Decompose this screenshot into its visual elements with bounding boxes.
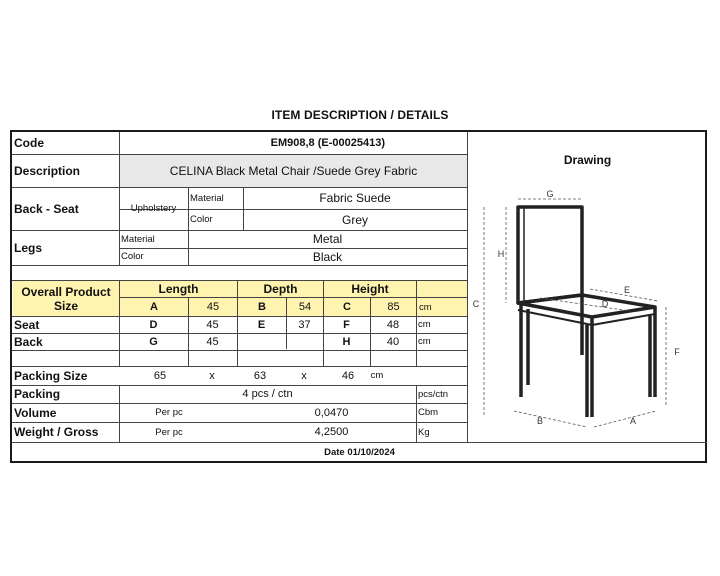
drawing-letter-h: H — [497, 249, 505, 259]
drawing-letter-d: D — [601, 299, 609, 309]
packing-label: Packing — [14, 387, 61, 401]
packing-size-label: Packing Size — [14, 368, 88, 383]
length-header: Length — [120, 281, 237, 297]
dim-b-value: 54 — [287, 298, 323, 316]
seat-label: Seat — [14, 317, 40, 332]
drawing-label: Drawing — [563, 152, 612, 167]
packing-size-height: 46 — [341, 369, 355, 382]
back-seat-color-value: Grey — [341, 212, 368, 227]
seat-unit: cm — [418, 319, 431, 330]
overall-size-header — [13, 281, 119, 316]
upholstery-label: Upholstery — [130, 203, 177, 214]
dim-f-value: 48 — [386, 318, 400, 331]
back-seat-label: Back - Seat — [14, 201, 79, 216]
volume-per: Per pc — [155, 407, 183, 418]
volume-value: 0,0470 — [314, 406, 349, 419]
dim-c-value: 85 — [371, 298, 416, 316]
packing-size-width: 63 — [253, 369, 267, 382]
back-seat-material-value: Fabric Suede — [319, 191, 391, 205]
dim-e-value: 37 — [298, 318, 311, 331]
drawing-letter-c: C — [472, 299, 480, 309]
date-footer: Date 01/10/2024 — [324, 447, 395, 458]
drawing-letter-g: G — [546, 189, 554, 199]
back-seat-color-label: Color — [190, 214, 213, 225]
drawing-letter-f: F — [674, 347, 680, 357]
legs-color-value: Black — [312, 249, 343, 264]
dim-h-letter: H — [342, 335, 351, 348]
dim-d-value: 45 — [206, 318, 219, 331]
packing-size-x2: x — [301, 369, 307, 382]
packing-value: 4 pcs / ctn — [242, 388, 293, 400]
back-unit: cm — [418, 336, 431, 347]
overall-unit: cm — [417, 298, 467, 316]
overall-size-line1: Overall Product — [21, 284, 111, 299]
legs-color-label: Color — [121, 251, 144, 262]
packing-size-unit: cm — [370, 370, 384, 381]
weight-label: Weight / Gross — [14, 425, 99, 439]
packing-size-length: 65 — [153, 369, 167, 382]
height-header: Height — [324, 281, 416, 297]
packing-unit: pcs/ctn — [418, 388, 449, 400]
description-label: Description — [14, 163, 81, 178]
backrest-frame — [518, 207, 582, 303]
overall-size-line2: Size — [53, 298, 78, 313]
drawing-letter-b: B — [536, 416, 544, 426]
dim-g-letter: G — [149, 335, 158, 348]
back-label: Back — [14, 334, 43, 349]
dim-b-letter: B — [238, 298, 286, 316]
packing-size-x1: x — [209, 369, 215, 382]
drawing-letter-a: A — [629, 416, 637, 426]
legs-material-label: Material — [121, 233, 155, 245]
weight-per: Per pc — [155, 426, 183, 438]
dim-c-letter: C — [324, 298, 370, 316]
depth-header: Depth — [238, 281, 323, 297]
volume-label: Volume — [14, 405, 57, 420]
dim-h-value: 40 — [386, 335, 400, 348]
dim-d-letter: D — [149, 318, 158, 331]
weight-unit: Kg — [418, 426, 430, 438]
volume-unit: Cbm — [418, 407, 439, 418]
dim-f-letter: F — [343, 318, 350, 331]
code-value: EM908,8 (E-00025413) — [270, 137, 385, 149]
back-seat-material-label: Material — [190, 192, 224, 204]
dim-a-letter: A — [120, 298, 188, 316]
dim-e-letter: E — [257, 318, 266, 331]
chair-drawing — [470, 185, 695, 435]
description-value: CELINA Black Metal Chair /Suede Grey Fabric — [120, 155, 467, 187]
dim-g-value: 45 — [206, 335, 219, 348]
weight-value: 4,2500 — [314, 426, 349, 438]
legs-label: Legs — [14, 240, 43, 255]
drawing-letter-e: E — [623, 285, 631, 295]
unit-header-blank — [417, 281, 467, 297]
dim-a-value: 45 — [189, 298, 237, 316]
document-title: ITEM DESCRIPTION / DETAILS — [271, 108, 449, 122]
legs-material-value: Metal — [312, 232, 343, 246]
code-label: Code — [14, 136, 44, 150]
